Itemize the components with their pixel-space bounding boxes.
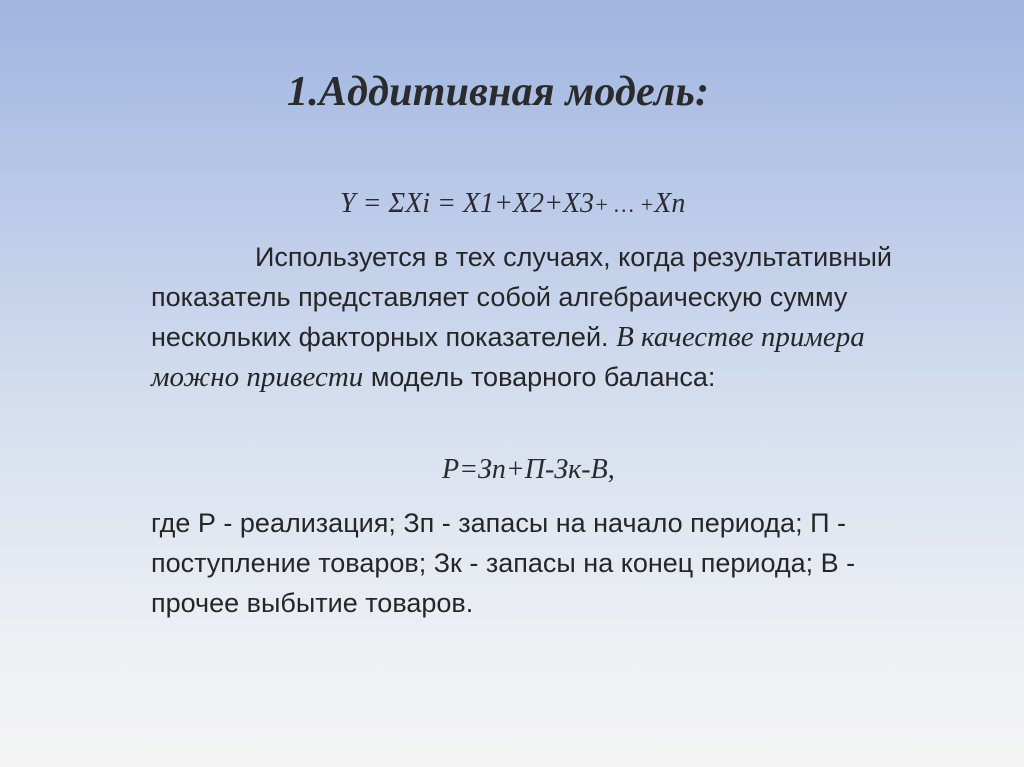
legend-paragraph: где Р - реализация; Зп - запасы на начало периода; П - поступление товаров; Зк - запасы на конец периода; В - прочее выбытие товаров.	[151, 508, 856, 618]
example-intro: В качестве примера можно привести	[151, 321, 865, 393]
formula-ellipsis: + … +	[593, 192, 655, 217]
balance-formula: Р=Зп+П-Зк-В,	[442, 454, 615, 485]
description-text: Используется в тех случаях, когда результативный показатель представляет собой алгебраическую сумму нескольких факторных показателей.	[151, 242, 892, 352]
formula-last-term: Xn	[654, 188, 686, 219]
additive-model-formula	[340, 188, 685, 220]
example-tail: модель товарного баланса:	[370, 362, 716, 392]
slide-title: 1.Аддитивная модель:	[287, 69, 710, 115]
formula-sum-part: Y = ΣXi = X1+X2+X3	[340, 188, 594, 219]
description-paragraph	[151, 237, 931, 397]
